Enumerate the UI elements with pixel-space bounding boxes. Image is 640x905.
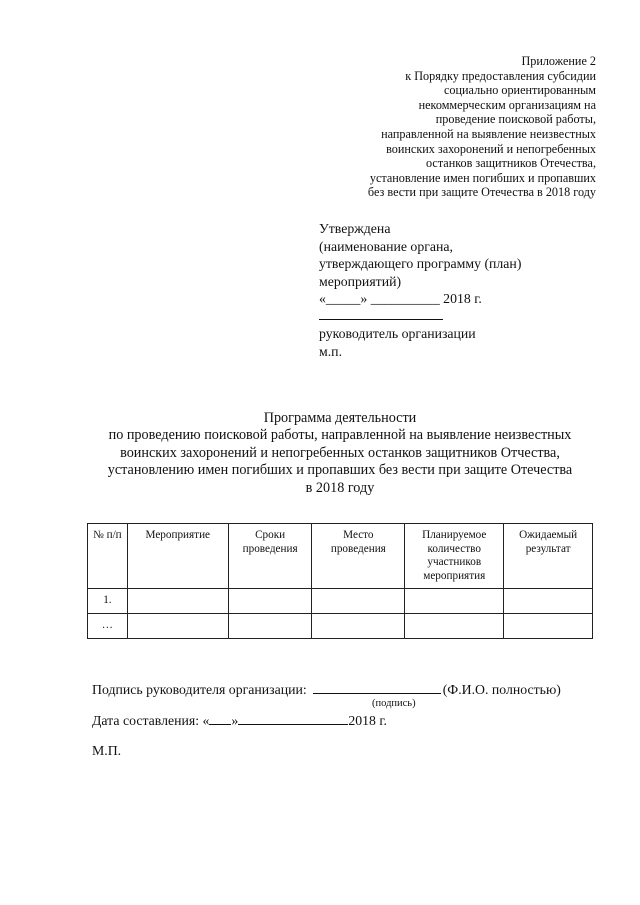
title-line: установлению имен погибших и пропавших без вести при защите Отечества xyxy=(107,462,573,479)
approval-date-field: «_____» __________ 2018 г. xyxy=(319,291,482,307)
date-quote: » xyxy=(231,713,239,728)
approval-stamp-label: м.п. xyxy=(319,343,343,359)
signature-label: Подпись руководителя организации: xyxy=(92,682,307,697)
table-cell xyxy=(405,589,504,614)
program-table xyxy=(87,523,593,639)
annex-line: воинских захоронений и непогребенных xyxy=(386,141,596,156)
table-cell xyxy=(312,589,405,614)
signature-line xyxy=(319,308,443,320)
signature-row xyxy=(92,681,561,698)
approval-body-line: утверждающего программу (план) xyxy=(319,256,522,272)
annex-line: некоммерческим организациям на xyxy=(418,97,596,112)
date-label: Дата составления: « xyxy=(92,713,210,728)
table-cell xyxy=(228,589,312,614)
approval-head-label: руководитель организации xyxy=(319,325,476,341)
program-title xyxy=(60,410,620,497)
header-dates: Сроки проведения xyxy=(228,524,312,589)
table-cell xyxy=(228,613,312,638)
title-line: в 2018 году xyxy=(305,479,375,496)
signature-blank xyxy=(313,681,441,694)
annex-line: к Порядку предоставления субсидии xyxy=(405,68,596,83)
sign-hint: (подпись) xyxy=(372,698,416,709)
month-blank xyxy=(238,712,348,725)
table-row xyxy=(88,589,593,614)
date-row xyxy=(92,712,387,729)
annex-header xyxy=(296,54,596,200)
header-participants: Планируемое количество участников мероприятия xyxy=(405,524,504,589)
title-line: воинских захоронений и непогребенных останков защитников Отчества, xyxy=(120,444,560,461)
header-place: Место проведения xyxy=(312,524,405,589)
table-cell xyxy=(405,613,504,638)
name-hint: (Ф.И.О. полностью) xyxy=(442,682,561,697)
annex-line: Приложение 2 xyxy=(521,54,596,68)
date-year: 2018 г. xyxy=(348,713,387,728)
table-cell: … xyxy=(88,613,128,638)
annex-line: установление имен погибших и пропавших xyxy=(369,170,596,185)
day-blank xyxy=(209,712,231,725)
annex-line: проведение поисковой работы, xyxy=(435,112,596,127)
table-header-row xyxy=(88,524,593,589)
table-cell: 1. xyxy=(88,589,128,614)
approval-body-line: (наименование органа, xyxy=(319,238,453,254)
header-number: № п/п xyxy=(88,524,128,589)
title-line: по проведению поисковой работы, направленной на выявление неизвестных xyxy=(108,427,572,444)
table-cell xyxy=(127,589,228,614)
approval-block xyxy=(319,220,579,360)
annex-line: останков защитников Отечества, xyxy=(426,156,596,171)
annex-line: социально ориентированным xyxy=(444,83,596,98)
table-cell xyxy=(504,589,593,614)
annex-line: направленной на выявление неизвестных xyxy=(381,126,596,141)
approval-body-line: мероприятий) xyxy=(319,273,402,289)
title-line: Программа деятельности xyxy=(263,410,417,426)
table-cell xyxy=(127,613,228,638)
header-activity: Мероприятие xyxy=(127,524,228,589)
approval-title: Утверждена xyxy=(319,221,391,236)
header-result: Ожидаемый результат xyxy=(504,524,593,589)
table-row xyxy=(88,613,593,638)
annex-line: без вести при защите Отечества в 2018 году xyxy=(367,185,596,200)
table-cell xyxy=(504,613,593,638)
table-cell xyxy=(312,613,405,638)
stamp-label: М.П. xyxy=(92,743,122,758)
